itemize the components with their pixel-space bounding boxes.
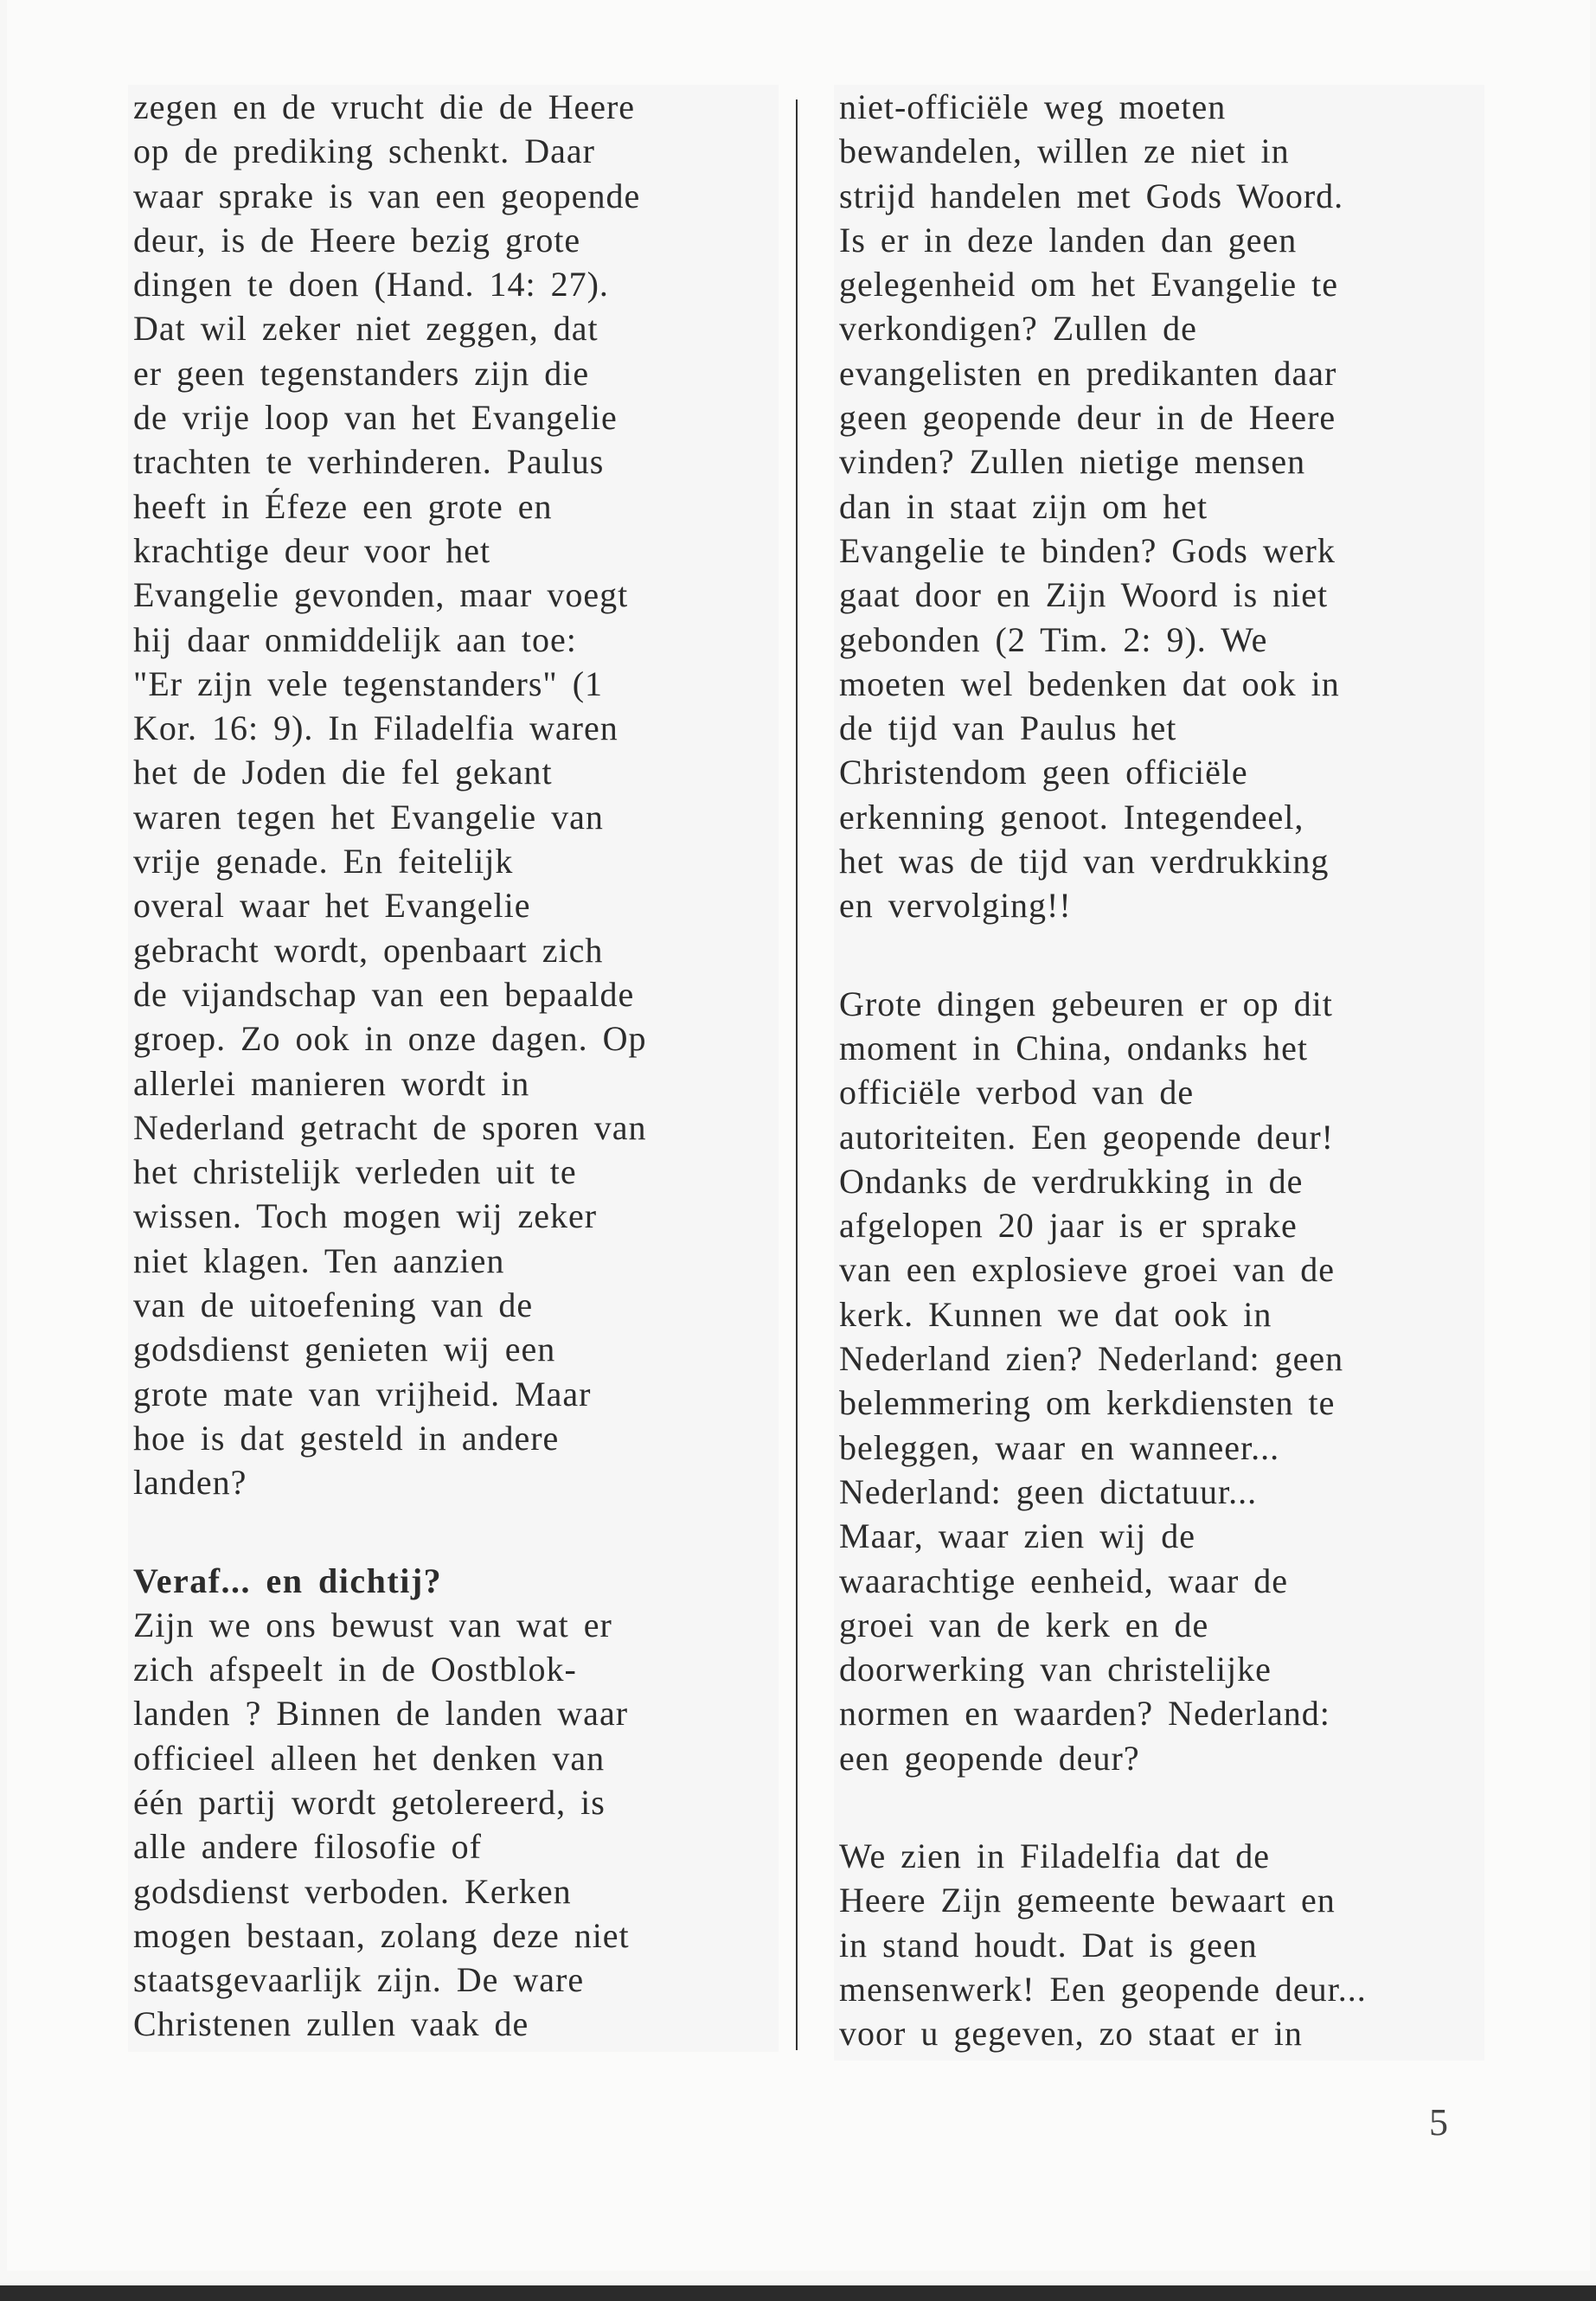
text-line: Evangelie gevonden, maar voegt bbox=[133, 575, 629, 615]
text-line: Evangelie te binden? Gods werk bbox=[839, 530, 1336, 570]
text-line: Ondanks de verdrukking in de bbox=[839, 1161, 1304, 1201]
text-line: Maar, waar zien wij de bbox=[839, 1516, 1195, 1556]
text-line: het de Joden die fel gekant bbox=[133, 753, 553, 792]
text-line: de tijd van Paulus het bbox=[839, 708, 1177, 748]
text-line: Nederland: geen dictatuur... bbox=[839, 1471, 1258, 1511]
text-line: moeten wel bedenken dat ook in bbox=[839, 663, 1340, 703]
text-line: mensenwerk! Een geopende deur... bbox=[839, 1969, 1367, 2009]
text-line: hoe is dat gesteld in andere bbox=[133, 1418, 560, 1458]
text-line: hij daar onmiddelijk aan toe: bbox=[133, 619, 577, 659]
text-line: één partij wordt getolereerd, is bbox=[133, 1782, 606, 1822]
text-line: Grote dingen gebeuren er op dit bbox=[839, 984, 1333, 1023]
text-line: trachten te verhinderen. Paulus bbox=[133, 442, 605, 482]
text-line: godsdienst genieten wij een bbox=[133, 1330, 556, 1369]
left-paragraph-1 bbox=[133, 85, 773, 1505]
page-number: 5 bbox=[1429, 2101, 1449, 2144]
left-column bbox=[128, 85, 779, 2052]
text-line: landen ? Binnen de landen waar bbox=[133, 1694, 629, 1734]
text-line: overal waar het Evangelie bbox=[133, 886, 531, 926]
text-line: officiële verbod van de bbox=[839, 1073, 1195, 1112]
text-line: We zien in Filadelfia dat de bbox=[839, 1836, 1270, 1875]
paragraph-gap bbox=[133, 1505, 773, 1559]
text-line: de vrije loop van het Evangelie bbox=[133, 398, 618, 438]
text-line: officieel alleen het denken van bbox=[133, 1738, 606, 1778]
text-line: beleggen, waar en wanneer... bbox=[839, 1427, 1280, 1467]
text-line: alle andere filosofie of bbox=[133, 1827, 482, 1867]
text-line: vinden? Zullen nietige mensen bbox=[839, 442, 1306, 482]
text-line: zegen en de vrucht die de Heere bbox=[133, 87, 636, 126]
text-line: autoriteiten. Een geopende deur! bbox=[839, 1117, 1334, 1157]
text-line: groep. Zo ook in onze dagen. Op bbox=[133, 1019, 647, 1059]
text-line: Zijn we ons bewust van wat er bbox=[133, 1605, 612, 1644]
text-line: moment in China, ondanks het bbox=[839, 1028, 1308, 1067]
paragraph-gap bbox=[839, 928, 1479, 982]
text-line: krachtige deur voor het bbox=[133, 530, 491, 570]
text-line: in stand houdt. Dat is geen bbox=[839, 1925, 1258, 1965]
text-line: van de uitoefening van de bbox=[133, 1285, 534, 1325]
right-paragraph-1 bbox=[839, 85, 1479, 928]
text-line: staatsgevaarlijk zijn. De ware bbox=[133, 1960, 585, 2000]
text-line: afgelopen 20 jaar is er sprake bbox=[839, 1206, 1298, 1246]
text-line: gelegenheid om het Evangelie te bbox=[839, 265, 1339, 304]
text-line: waren tegen het Evangelie van bbox=[133, 797, 604, 836]
text-line: verkondigen? Zullen de bbox=[839, 309, 1197, 349]
text-line: dan in staat zijn om het bbox=[839, 486, 1208, 526]
text-line: voor u gegeven, zo staat er in bbox=[839, 2014, 1303, 2054]
text-line: Nederland zien? Nederland: geen bbox=[839, 1339, 1344, 1379]
text-line: Nederland getracht de sporen van bbox=[133, 1107, 647, 1147]
text-line: erkenning genoot. Integendeel, bbox=[839, 797, 1304, 836]
text-line: bewandelen, willen ze niet in bbox=[839, 131, 1290, 171]
text-line: geen geopende deur in de Heere bbox=[839, 398, 1336, 438]
text-line: de vijandschap van een bepaalde bbox=[133, 974, 635, 1014]
text-line: strijd handelen met Gods Woord. bbox=[839, 176, 1344, 215]
text-line: en vervolging!! bbox=[839, 886, 1072, 926]
right-column bbox=[834, 85, 1484, 2061]
text-line: gaat door en Zijn Woord is niet bbox=[839, 575, 1329, 615]
text-line: van een explosieve groei van de bbox=[839, 1250, 1336, 1290]
text-line: mogen bestaan, zolang deze niet bbox=[133, 1915, 630, 1955]
text-line: Christendom geen officiële bbox=[839, 753, 1248, 792]
text-line: Christenen zullen vaak de bbox=[133, 2004, 529, 2044]
text-line: het was de tijd van verdrukking bbox=[839, 842, 1330, 881]
text-line: een geopende deur? bbox=[839, 1738, 1140, 1778]
text-line: zich afspeelt in de Oostblok- bbox=[133, 1650, 577, 1689]
text-line: gebracht wordt, openbaart zich bbox=[133, 930, 604, 970]
left-paragraph-2 bbox=[133, 1603, 773, 2047]
text-line: gebonden (2 Tim. 2: 9). We bbox=[839, 619, 1268, 659]
text-line: wissen. Toch mogen wij zeker bbox=[133, 1196, 598, 1236]
text-line: evangelisten en predikanten daar bbox=[839, 353, 1337, 393]
paragraph-gap bbox=[839, 1780, 1479, 1834]
right-paragraph-3 bbox=[839, 1834, 1479, 2055]
section-heading: Veraf... en dichtij? bbox=[133, 1561, 443, 1600]
text-line: heeft in Éfeze een grote en bbox=[133, 486, 553, 526]
text-line: deur, is de Heere bezig grote bbox=[133, 220, 581, 260]
column-divider bbox=[796, 99, 798, 2050]
text-line: kerk. Kunnen we dat ook in bbox=[839, 1294, 1272, 1334]
text-line: doorwerking van christelijke bbox=[839, 1650, 1272, 1689]
text-line: het christelijk verleden uit te bbox=[133, 1152, 577, 1192]
text-line: dingen te doen (Hand. 14: 27). bbox=[133, 265, 609, 304]
right-paragraph-2 bbox=[839, 982, 1479, 1780]
text-line: Is er in deze landen dan geen bbox=[839, 220, 1298, 260]
text-line: "Er zijn vele tegenstanders" (1 bbox=[133, 663, 604, 703]
text-line: landen? bbox=[133, 1463, 247, 1503]
text-line: Kor. 16: 9). In Filadelfia waren bbox=[133, 708, 619, 748]
text-line: godsdienst verboden. Kerken bbox=[133, 1871, 572, 1911]
text-line: belemmering om kerkdiensten te bbox=[839, 1383, 1336, 1423]
text-line: er geen tegenstanders zijn die bbox=[133, 353, 590, 393]
text-line: grote mate van vrijheid. Maar bbox=[133, 1374, 592, 1413]
text-line: groei van de kerk en de bbox=[839, 1605, 1209, 1644]
text-line: Heere Zijn gemeente bewaart en bbox=[839, 1881, 1336, 1920]
text-line: niet klagen. Ten aanzien bbox=[133, 1240, 505, 1280]
text-line: vrije genade. En feitelijk bbox=[133, 842, 514, 881]
text-line: waar sprake is van een geopende bbox=[133, 176, 641, 215]
text-line: normen en waarden? Nederland: bbox=[839, 1694, 1330, 1734]
scan-edge bbox=[0, 2285, 1596, 2301]
text-line: Dat wil zeker niet zeggen, dat bbox=[133, 309, 599, 349]
text-line: niet-officiële weg moeten bbox=[839, 87, 1227, 126]
text-line: op de prediking schenkt. Daar bbox=[133, 131, 595, 171]
text-line: waarachtige eenheid, waar de bbox=[839, 1561, 1289, 1600]
text-line: allerlei manieren wordt in bbox=[133, 1063, 530, 1103]
